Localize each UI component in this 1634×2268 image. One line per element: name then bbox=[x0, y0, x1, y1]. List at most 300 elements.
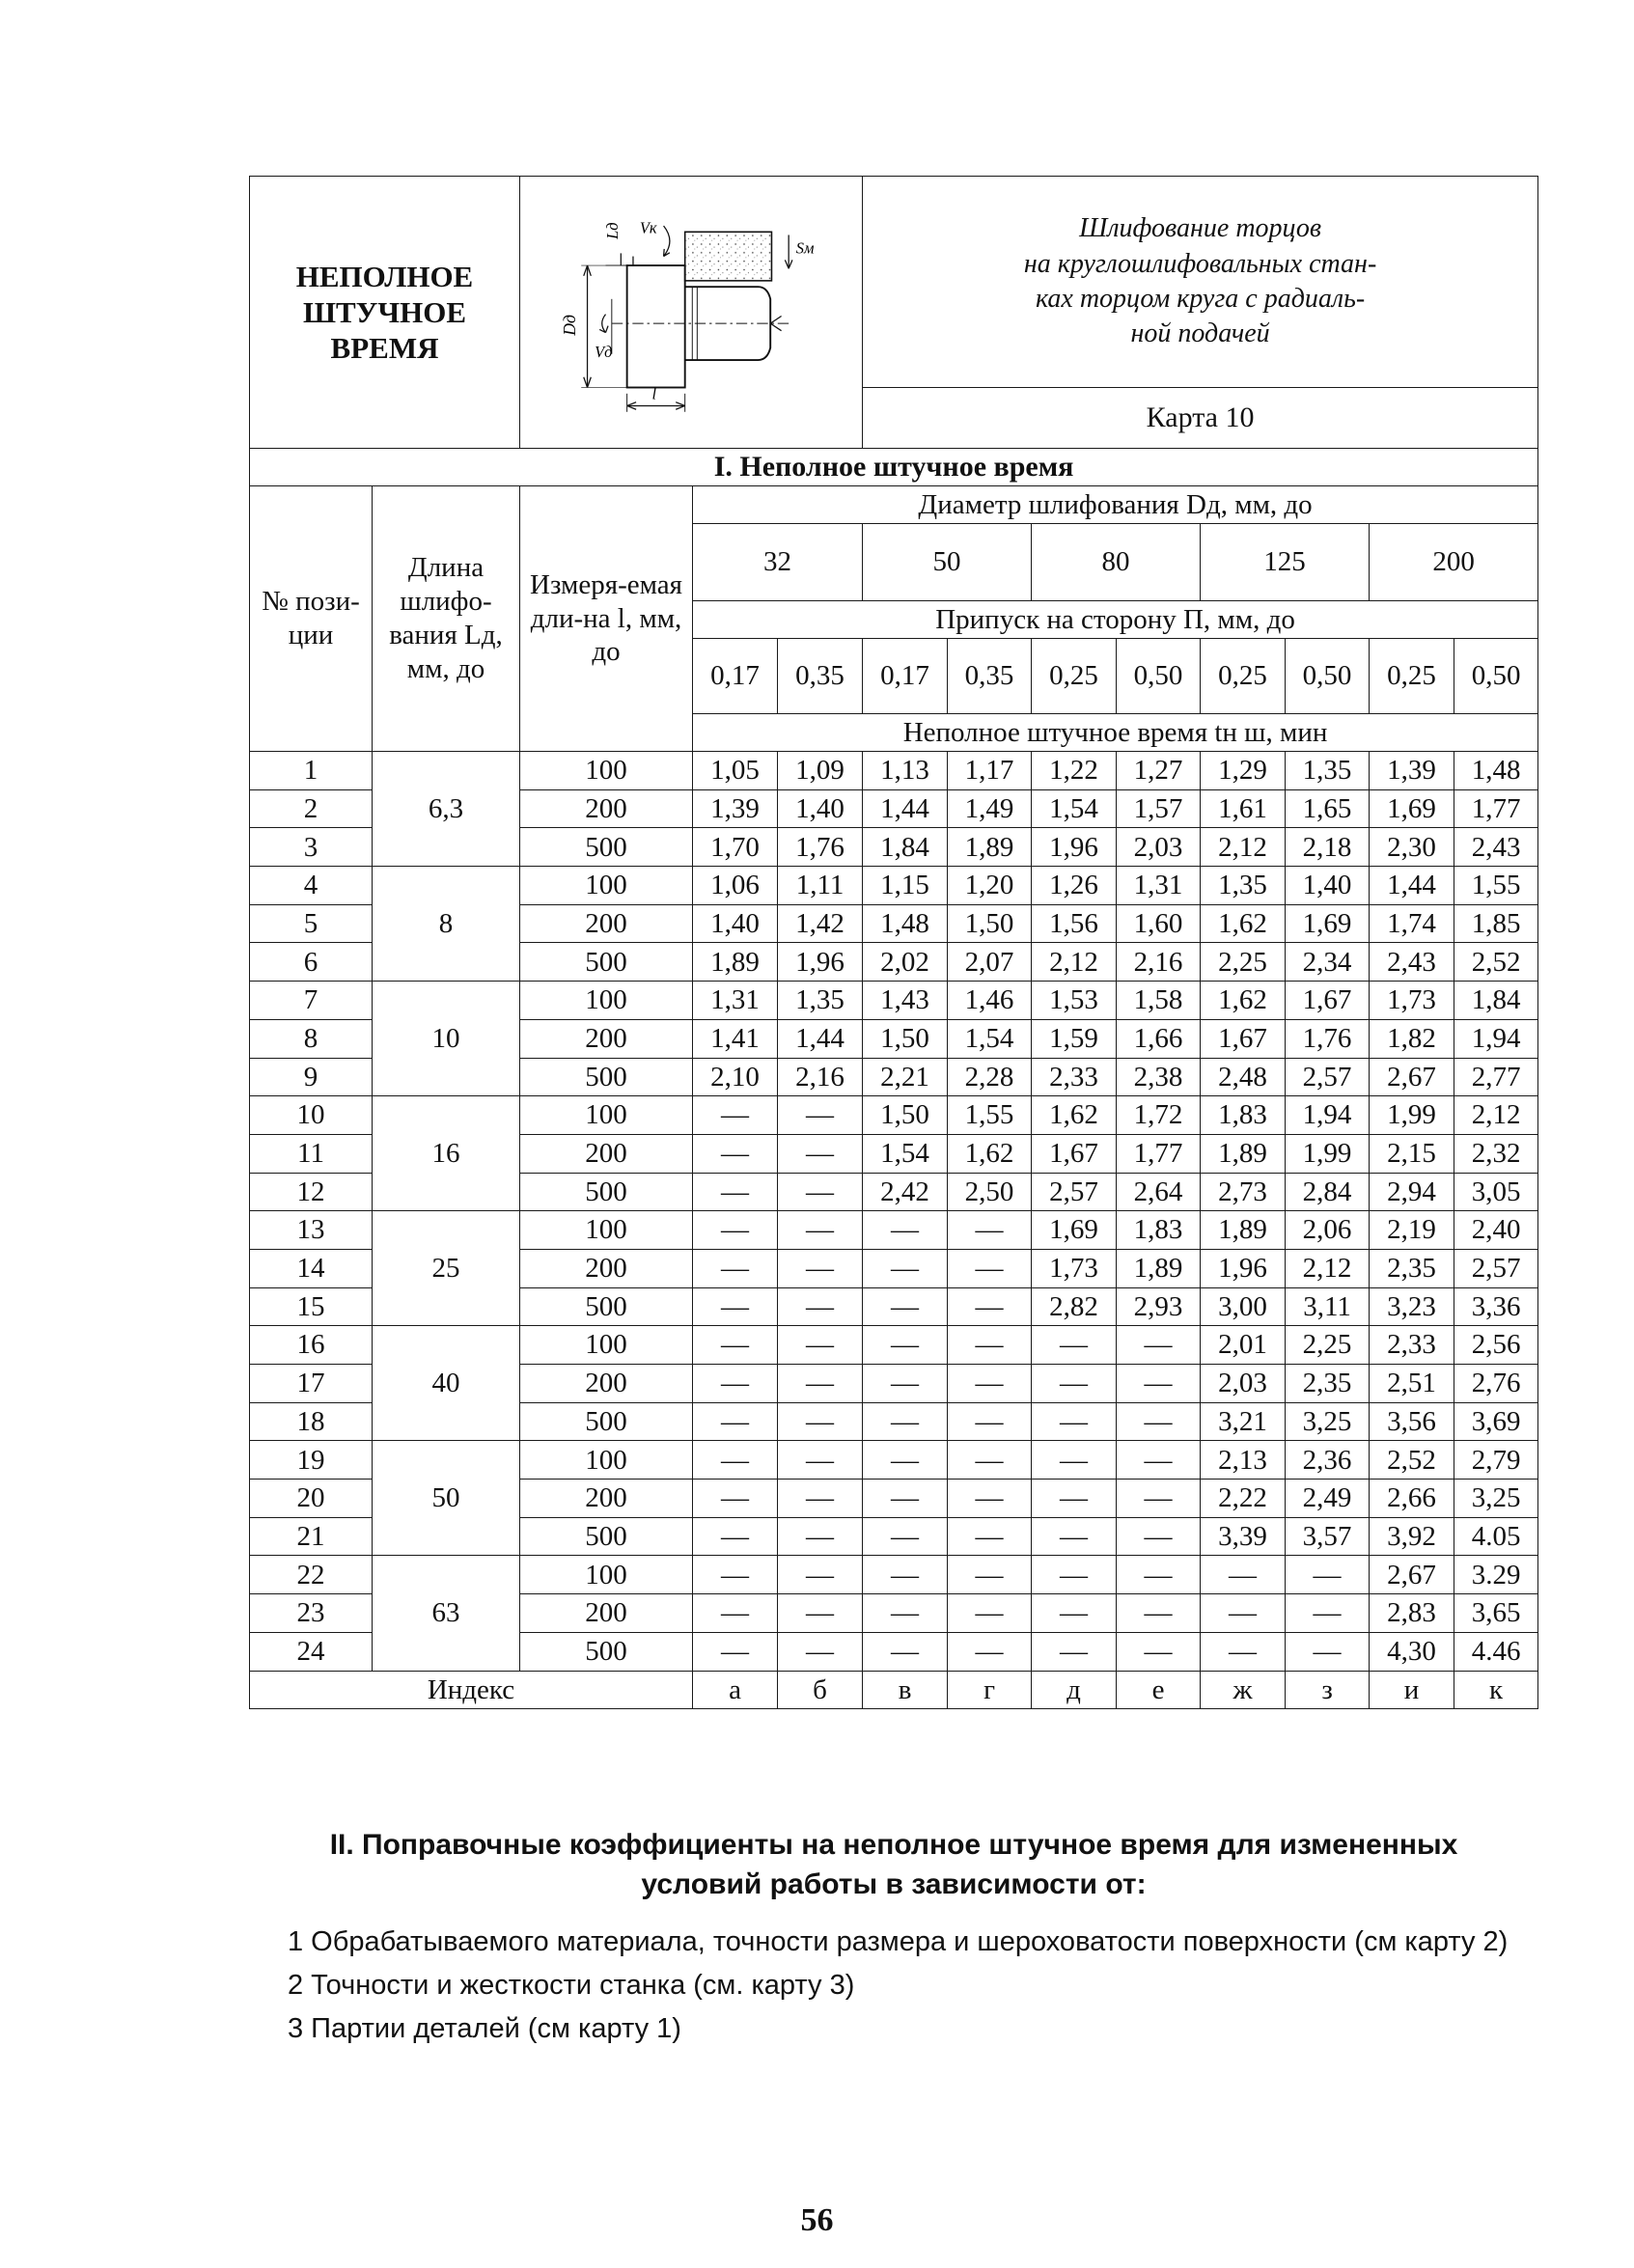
time-value-cell: — bbox=[948, 1632, 1032, 1671]
time-value-cell: 1,06 bbox=[693, 867, 778, 905]
time-value-cell: 1,84 bbox=[863, 828, 948, 867]
time-value-cell: 2,56 bbox=[1454, 1326, 1538, 1365]
time-value-cell: 1,89 bbox=[693, 943, 778, 982]
time-value-cell: 1,55 bbox=[948, 1096, 1032, 1135]
measured-length-cell: 200 bbox=[520, 1019, 693, 1058]
position-cell: 24 bbox=[250, 1632, 373, 1671]
time-value-cell: — bbox=[1117, 1480, 1201, 1518]
time-value-cell: 1,05 bbox=[693, 752, 778, 790]
card-number: Карта 10 bbox=[863, 388, 1538, 449]
time-value-cell: — bbox=[778, 1096, 863, 1135]
measured-length-cell: 100 bbox=[520, 1441, 693, 1480]
time-value-cell: 1,69 bbox=[1032, 1211, 1117, 1250]
time-value-cell: 1,66 bbox=[1117, 1019, 1201, 1058]
time-value-cell: 1,39 bbox=[1370, 752, 1454, 790]
time-value-cell: — bbox=[693, 1211, 778, 1250]
measured-length-cell: 200 bbox=[520, 1480, 693, 1518]
time-value-cell: — bbox=[778, 1365, 863, 1403]
index-letter: и bbox=[1370, 1671, 1454, 1709]
time-value-cell: 2,01 bbox=[1201, 1326, 1286, 1365]
time-value-cell: 2,38 bbox=[1117, 1058, 1201, 1096]
section-1-title: I. Неполное штучное время bbox=[250, 449, 1538, 486]
time-value-cell: 1,89 bbox=[1117, 1249, 1201, 1287]
time-value-cell: 3,36 bbox=[1454, 1287, 1538, 1326]
time-value-cell: 1,44 bbox=[778, 1019, 863, 1058]
time-value-cell: — bbox=[863, 1249, 948, 1287]
time-value-cell: — bbox=[693, 1594, 778, 1633]
time-value-cell: 1,62 bbox=[948, 1134, 1032, 1173]
time-value-cell: — bbox=[1032, 1402, 1117, 1441]
table-row bbox=[250, 982, 1538, 1020]
time-value-cell: 1,59 bbox=[1032, 1019, 1117, 1058]
time-value-cell: 2,12 bbox=[1201, 828, 1286, 867]
time-value-cell: 2,52 bbox=[1370, 1441, 1454, 1480]
time-value-cell: 1,77 bbox=[1454, 789, 1538, 828]
time-value-cell: 2,57 bbox=[1032, 1173, 1117, 1211]
time-value-cell: 2,16 bbox=[1117, 943, 1201, 982]
table-row bbox=[250, 752, 1538, 790]
time-value-cell: 1,67 bbox=[1286, 982, 1370, 1020]
note-item: 2 Точности и жесткости станка (см. карту 3) bbox=[288, 1970, 855, 2002]
time-value-cell: 3,56 bbox=[1370, 1402, 1454, 1441]
time-value-cell: 1,22 bbox=[1032, 752, 1117, 790]
time-value-cell: 1,57 bbox=[1117, 789, 1201, 828]
measured-length-cell: 500 bbox=[520, 1517, 693, 1556]
time-value-cell: 2,76 bbox=[1454, 1365, 1538, 1403]
allowance-header: Припуск на сторону П, мм, до bbox=[693, 601, 1538, 639]
time-value-cell: — bbox=[778, 1287, 863, 1326]
time-value-cell: 1,99 bbox=[1370, 1096, 1454, 1135]
time-value-cell: 1,39 bbox=[693, 789, 778, 828]
time-value-cell: 2,06 bbox=[1286, 1211, 1370, 1250]
time-value-cell: 3,23 bbox=[1370, 1287, 1454, 1326]
time-value-cell: — bbox=[948, 1326, 1032, 1365]
time-value-cell: 1,61 bbox=[1201, 789, 1286, 828]
position-cell: 8 bbox=[250, 1019, 373, 1058]
time-value-cell: 3,69 bbox=[1454, 1402, 1538, 1441]
time-value-cell: 2,82 bbox=[1032, 1287, 1117, 1326]
col-length-header: Длина шлифо-вания Lд, мм, до bbox=[373, 486, 520, 752]
time-value-cell: — bbox=[693, 1249, 778, 1287]
time-value-cell: 1,70 bbox=[693, 828, 778, 867]
measured-length-cell: 500 bbox=[520, 1632, 693, 1671]
allowance-value: 0,25 bbox=[1032, 639, 1117, 714]
time-value-cell: 1,73 bbox=[1370, 982, 1454, 1020]
time-value-cell: 4,30 bbox=[1370, 1632, 1454, 1671]
time-value-cell: — bbox=[863, 1365, 948, 1403]
time-value-cell: 1,94 bbox=[1286, 1096, 1370, 1135]
operation-line: на круглошлифовальных стан- bbox=[1023, 248, 1377, 279]
allowance-value: 0,25 bbox=[1201, 639, 1286, 714]
position-cell: 10 bbox=[250, 1096, 373, 1135]
position-cell: 18 bbox=[250, 1402, 373, 1441]
operation-line: Шлифование торцов bbox=[1079, 213, 1322, 244]
table-row bbox=[250, 1556, 1538, 1594]
time-value-cell: 1,99 bbox=[1286, 1134, 1370, 1173]
diameter-value: 200 bbox=[1370, 524, 1538, 601]
diameter-value: 32 bbox=[693, 524, 863, 601]
time-value-cell: 1,41 bbox=[693, 1019, 778, 1058]
time-value-cell: 2,03 bbox=[1117, 828, 1201, 867]
time-value-cell: 1,56 bbox=[1032, 904, 1117, 943]
table-row bbox=[250, 1096, 1538, 1135]
diameter-value: 80 bbox=[1032, 524, 1201, 601]
time-value-cell: 1,82 bbox=[1370, 1019, 1454, 1058]
time-value-cell: 1,31 bbox=[1117, 867, 1201, 905]
standard-time-table bbox=[249, 176, 1538, 1709]
time-value-cell: — bbox=[863, 1632, 948, 1671]
allowance-value: 0,50 bbox=[1454, 639, 1538, 714]
time-value-cell: 1,26 bbox=[1032, 867, 1117, 905]
time-value-cell: — bbox=[693, 1287, 778, 1326]
col-position-header: № пози-ции bbox=[250, 486, 373, 752]
position-cell: 22 bbox=[250, 1556, 373, 1594]
time-value-cell: — bbox=[1117, 1556, 1201, 1594]
time-value-cell: 1,50 bbox=[863, 1019, 948, 1058]
time-value-cell: 3,65 bbox=[1454, 1594, 1538, 1633]
time-value-cell: 1,46 bbox=[948, 982, 1032, 1020]
time-value-cell: 2,07 bbox=[948, 943, 1032, 982]
time-value-cell: — bbox=[693, 1632, 778, 1671]
position-cell: 17 bbox=[250, 1365, 373, 1403]
time-value-cell: — bbox=[948, 1287, 1032, 1326]
time-value-cell: 2,10 bbox=[693, 1058, 778, 1096]
length-cell: 6,3 bbox=[373, 752, 520, 867]
time-value-cell: — bbox=[1117, 1326, 1201, 1365]
time-value-cell: 2,16 bbox=[778, 1058, 863, 1096]
time-value-cell: — bbox=[693, 1134, 778, 1173]
length-cell: 10 bbox=[373, 982, 520, 1096]
time-value-cell: 2,19 bbox=[1370, 1211, 1454, 1250]
measured-length-cell: 100 bbox=[520, 1211, 693, 1250]
table-row bbox=[250, 1326, 1538, 1365]
time-value-cell: 2,40 bbox=[1454, 1211, 1538, 1250]
measured-length-cell: 500 bbox=[520, 1173, 693, 1211]
position-cell: 3 bbox=[250, 828, 373, 867]
length-cell: 40 bbox=[373, 1326, 520, 1441]
time-value-cell: 2,15 bbox=[1370, 1134, 1454, 1173]
time-value-cell: 1,40 bbox=[1286, 867, 1370, 905]
time-value-cell: — bbox=[948, 1365, 1032, 1403]
length-cell: 50 bbox=[373, 1441, 520, 1556]
position-cell: 11 bbox=[250, 1134, 373, 1173]
time-value-cell: — bbox=[1117, 1402, 1201, 1441]
time-value-cell: — bbox=[1201, 1556, 1286, 1594]
time-value-cell: — bbox=[1117, 1365, 1201, 1403]
time-value-cell: — bbox=[1286, 1594, 1370, 1633]
time-value-cell: — bbox=[948, 1517, 1032, 1556]
allowance-value: 0,50 bbox=[1286, 639, 1370, 714]
time-value-cell: 1,29 bbox=[1201, 752, 1286, 790]
time-value-cell: 1,35 bbox=[1201, 867, 1286, 905]
time-value-cell: 2,35 bbox=[1286, 1365, 1370, 1403]
position-cell: 1 bbox=[250, 752, 373, 790]
time-value-cell: 1,35 bbox=[778, 982, 863, 1020]
position-cell: 23 bbox=[250, 1594, 373, 1633]
measured-length-cell: 100 bbox=[520, 1096, 693, 1135]
time-value-cell: 1,84 bbox=[1454, 982, 1538, 1020]
position-cell: 21 bbox=[250, 1517, 373, 1556]
time-value-cell: 3,57 bbox=[1286, 1517, 1370, 1556]
time-value-cell: 1,48 bbox=[863, 904, 948, 943]
time-value-cell: 2,73 bbox=[1201, 1173, 1286, 1211]
measured-length-cell: 100 bbox=[520, 752, 693, 790]
time-value-cell: — bbox=[1286, 1556, 1370, 1594]
label-vd: Vд bbox=[595, 343, 613, 362]
time-value-cell: 1,40 bbox=[778, 789, 863, 828]
index-letter: а bbox=[693, 1671, 778, 1709]
time-value-cell: 1,42 bbox=[778, 904, 863, 943]
time-value-cell: 2,02 bbox=[863, 943, 948, 982]
index-letter: б bbox=[778, 1671, 863, 1709]
time-value-cell: 1,55 bbox=[1454, 867, 1538, 905]
time-value-cell: 2,66 bbox=[1370, 1480, 1454, 1518]
time-value-cell: — bbox=[693, 1173, 778, 1211]
note-item: 1 Обрабатываемого материала, точности размера и шероховатости поверхности (см карту 2) bbox=[288, 1926, 1509, 1957]
time-value-cell: — bbox=[863, 1556, 948, 1594]
time-value-cell: 3,39 bbox=[1201, 1517, 1286, 1556]
index-letter: з bbox=[1286, 1671, 1370, 1709]
time-value-cell: — bbox=[1286, 1632, 1370, 1671]
time-value-cell: 1,60 bbox=[1117, 904, 1201, 943]
time-value-cell: — bbox=[948, 1594, 1032, 1633]
time-value-cell: 1,83 bbox=[1201, 1096, 1286, 1135]
position-cell: 16 bbox=[250, 1326, 373, 1365]
time-value-cell: — bbox=[693, 1326, 778, 1365]
time-value-cell: 2,49 bbox=[1286, 1480, 1370, 1518]
normative-card bbox=[249, 176, 1538, 1709]
time-value-cell: — bbox=[693, 1480, 778, 1518]
time-value-cell: 1,54 bbox=[1032, 789, 1117, 828]
measured-length-cell: 500 bbox=[520, 943, 693, 982]
note-item: 3 Партии деталей (см карту 1) bbox=[288, 2013, 681, 2045]
time-value-cell: — bbox=[863, 1517, 948, 1556]
measured-length-cell: 100 bbox=[520, 1556, 693, 1594]
time-value-cell: 2,13 bbox=[1201, 1441, 1286, 1480]
time-value-cell: — bbox=[948, 1441, 1032, 1480]
measured-length-cell: 200 bbox=[520, 1365, 693, 1403]
time-value-cell: 3,00 bbox=[1201, 1287, 1286, 1326]
time-value-cell: 2,12 bbox=[1032, 943, 1117, 982]
time-value-cell: 2,18 bbox=[1286, 828, 1370, 867]
measured-length-cell: 100 bbox=[520, 982, 693, 1020]
time-value-cell: 1,85 bbox=[1454, 904, 1538, 943]
label-ld: Lд bbox=[603, 222, 623, 240]
measured-length-cell: 100 bbox=[520, 1326, 693, 1365]
time-value-cell: 1,89 bbox=[948, 828, 1032, 867]
time-value-cell: 4.05 bbox=[1454, 1517, 1538, 1556]
time-value-cell: 1,58 bbox=[1117, 982, 1201, 1020]
index-row bbox=[250, 1671, 1538, 1709]
time-value-cell: — bbox=[778, 1134, 863, 1173]
time-value-cell: — bbox=[863, 1211, 948, 1250]
time-value-cell: — bbox=[1117, 1632, 1201, 1671]
time-value-cell: 1,96 bbox=[1032, 828, 1117, 867]
time-value-cell: 2,12 bbox=[1454, 1096, 1538, 1135]
time-value-cell: — bbox=[693, 1441, 778, 1480]
position-cell: 19 bbox=[250, 1441, 373, 1480]
time-value-cell: — bbox=[778, 1556, 863, 1594]
time-value-cell: 1,83 bbox=[1117, 1211, 1201, 1250]
time-value-cell: 1,96 bbox=[778, 943, 863, 982]
time-value-cell: 3,25 bbox=[1454, 1480, 1538, 1518]
time-value-cell: 1,94 bbox=[1454, 1019, 1538, 1058]
time-value-cell: — bbox=[948, 1211, 1032, 1250]
time-value-cell: — bbox=[778, 1402, 863, 1441]
time-value-cell: — bbox=[1032, 1326, 1117, 1365]
time-value-cell: 1,15 bbox=[863, 867, 948, 905]
time-value-cell: 3,05 bbox=[1454, 1173, 1538, 1211]
time-value-cell: 1,69 bbox=[1370, 789, 1454, 828]
time-value-cell: — bbox=[1201, 1594, 1286, 1633]
table-row bbox=[250, 1211, 1538, 1250]
time-value-cell: 1,89 bbox=[1201, 1134, 1286, 1173]
card-title bbox=[250, 177, 520, 449]
time-value-cell: — bbox=[1032, 1365, 1117, 1403]
grinding-diagram-cell bbox=[520, 177, 863, 449]
grinding-diagram bbox=[520, 207, 862, 416]
time-value-cell: 2,57 bbox=[1286, 1058, 1370, 1096]
length-cell: 16 bbox=[373, 1096, 520, 1211]
time-value-cell: 1,54 bbox=[948, 1019, 1032, 1058]
grinding-wheel bbox=[685, 233, 772, 282]
length-cell: 63 bbox=[373, 1556, 520, 1671]
time-value-cell: 2,28 bbox=[948, 1058, 1032, 1096]
index-letter: г bbox=[948, 1671, 1032, 1709]
time-value-cell: 3,21 bbox=[1201, 1402, 1286, 1441]
time-value-cell: 1,44 bbox=[1370, 867, 1454, 905]
measured-length-cell: 500 bbox=[520, 828, 693, 867]
time-value-cell: — bbox=[1032, 1480, 1117, 1518]
time-value-cell: 1,62 bbox=[1201, 904, 1286, 943]
table-row bbox=[250, 867, 1538, 905]
time-value-cell: — bbox=[778, 1211, 863, 1250]
time-value-cell: 1,17 bbox=[948, 752, 1032, 790]
time-value-cell: 2,25 bbox=[1286, 1326, 1370, 1365]
time-value-cell: 2,43 bbox=[1370, 943, 1454, 982]
diameter-value: 50 bbox=[863, 524, 1032, 601]
time-value-cell: 1,35 bbox=[1286, 752, 1370, 790]
time-header: Неполное штучное время tн ш, мин bbox=[693, 714, 1538, 752]
length-cell: 25 bbox=[373, 1211, 520, 1326]
correction-notes bbox=[249, 1826, 1538, 2054]
card-title-line: ШТУЧНОЕ bbox=[302, 294, 467, 329]
time-value-cell: 2,34 bbox=[1286, 943, 1370, 982]
index-letter: ж bbox=[1201, 1671, 1286, 1709]
time-value-cell: 2,32 bbox=[1454, 1134, 1538, 1173]
time-value-cell: — bbox=[1032, 1556, 1117, 1594]
page-number: 56 bbox=[800, 2202, 834, 2238]
diameter-value: 125 bbox=[1201, 524, 1370, 601]
measured-length-cell: 200 bbox=[520, 1134, 693, 1173]
time-value-cell: 2,48 bbox=[1201, 1058, 1286, 1096]
time-value-cell: 1,44 bbox=[863, 789, 948, 828]
label-dd: Dд bbox=[559, 315, 579, 337]
allowance-value: 0,17 bbox=[693, 639, 778, 714]
position-cell: 6 bbox=[250, 943, 373, 982]
time-value-cell: 2,35 bbox=[1370, 1249, 1454, 1287]
measured-length-cell: 200 bbox=[520, 1594, 693, 1633]
time-value-cell: 1,65 bbox=[1286, 789, 1370, 828]
section-2-title: II. Поправочные коэффициенты на неполное штучное время для измененных условий работы в зависимости от: bbox=[329, 1829, 1458, 1900]
time-value-cell: 2,33 bbox=[1032, 1058, 1117, 1096]
allowance-value: 0,17 bbox=[863, 639, 948, 714]
measured-length-cell: 200 bbox=[520, 789, 693, 828]
time-value-cell: 2,03 bbox=[1201, 1365, 1286, 1403]
time-value-cell: 4.46 bbox=[1454, 1632, 1538, 1671]
time-value-cell: 2,43 bbox=[1454, 828, 1538, 867]
time-value-cell: 1,13 bbox=[863, 752, 948, 790]
card-title-line: НЕПОЛНОЕ bbox=[295, 259, 474, 293]
operation-line: ках торцом круга с радиаль- bbox=[1036, 284, 1366, 314]
time-value-cell: 2,83 bbox=[1370, 1594, 1454, 1633]
time-value-cell: 1,77 bbox=[1117, 1134, 1201, 1173]
time-value-cell: 1,43 bbox=[863, 982, 948, 1020]
time-value-cell: — bbox=[778, 1480, 863, 1518]
position-cell: 14 bbox=[250, 1249, 373, 1287]
position-cell: 13 bbox=[250, 1211, 373, 1250]
allowance-value: 0,25 bbox=[1370, 639, 1454, 714]
position-cell: 9 bbox=[250, 1058, 373, 1096]
time-value-cell: 2,93 bbox=[1117, 1287, 1201, 1326]
time-value-cell: 1,96 bbox=[1201, 1249, 1286, 1287]
card-title-line: ВРЕМЯ bbox=[330, 331, 439, 366]
time-value-cell: — bbox=[693, 1402, 778, 1441]
time-value-cell: 2,50 bbox=[948, 1173, 1032, 1211]
time-value-cell: 1,76 bbox=[778, 828, 863, 867]
length-cell: 8 bbox=[373, 867, 520, 982]
index-letter: к bbox=[1454, 1671, 1538, 1709]
time-value-cell: 2,84 bbox=[1286, 1173, 1370, 1211]
position-cell: 12 bbox=[250, 1173, 373, 1211]
time-value-cell: — bbox=[948, 1480, 1032, 1518]
table-row bbox=[250, 1441, 1538, 1480]
time-value-cell: — bbox=[1117, 1594, 1201, 1633]
position-cell: 2 bbox=[250, 789, 373, 828]
time-value-cell: — bbox=[948, 1556, 1032, 1594]
time-value-cell: 1,67 bbox=[1032, 1134, 1117, 1173]
time-value-cell: — bbox=[1117, 1441, 1201, 1480]
col-measured-header: Измеря-емая дли-на l, мм, до bbox=[520, 486, 693, 752]
time-value-cell: — bbox=[778, 1632, 863, 1671]
time-value-cell: — bbox=[778, 1249, 863, 1287]
time-value-cell: — bbox=[1032, 1594, 1117, 1633]
time-value-cell: 1,89 bbox=[1201, 1211, 1286, 1250]
time-value-cell: 1,62 bbox=[1032, 1096, 1117, 1135]
time-value-cell: 1,54 bbox=[863, 1134, 948, 1173]
time-value-cell: 1,49 bbox=[948, 789, 1032, 828]
time-value-cell: 2,67 bbox=[1370, 1556, 1454, 1594]
position-cell: 4 bbox=[250, 867, 373, 905]
time-value-cell: 3,11 bbox=[1286, 1287, 1370, 1326]
time-value-cell: 1,53 bbox=[1032, 982, 1117, 1020]
workpiece-shoulder bbox=[627, 265, 685, 387]
time-value-cell: 2,33 bbox=[1370, 1326, 1454, 1365]
time-value-cell: 2,36 bbox=[1286, 1441, 1370, 1480]
time-value-cell: — bbox=[863, 1326, 948, 1365]
time-value-cell: 2,21 bbox=[863, 1058, 948, 1096]
time-value-cell: 2,51 bbox=[1370, 1365, 1454, 1403]
time-value-cell: 1,09 bbox=[778, 752, 863, 790]
time-value-cell: 1,72 bbox=[1117, 1096, 1201, 1135]
time-value-cell: — bbox=[778, 1441, 863, 1480]
time-value-cell: — bbox=[863, 1480, 948, 1518]
time-value-cell: — bbox=[948, 1402, 1032, 1441]
time-value-cell: — bbox=[863, 1441, 948, 1480]
time-value-cell: — bbox=[693, 1365, 778, 1403]
time-value-cell: 2,64 bbox=[1117, 1173, 1201, 1211]
label-l: l bbox=[651, 384, 657, 403]
